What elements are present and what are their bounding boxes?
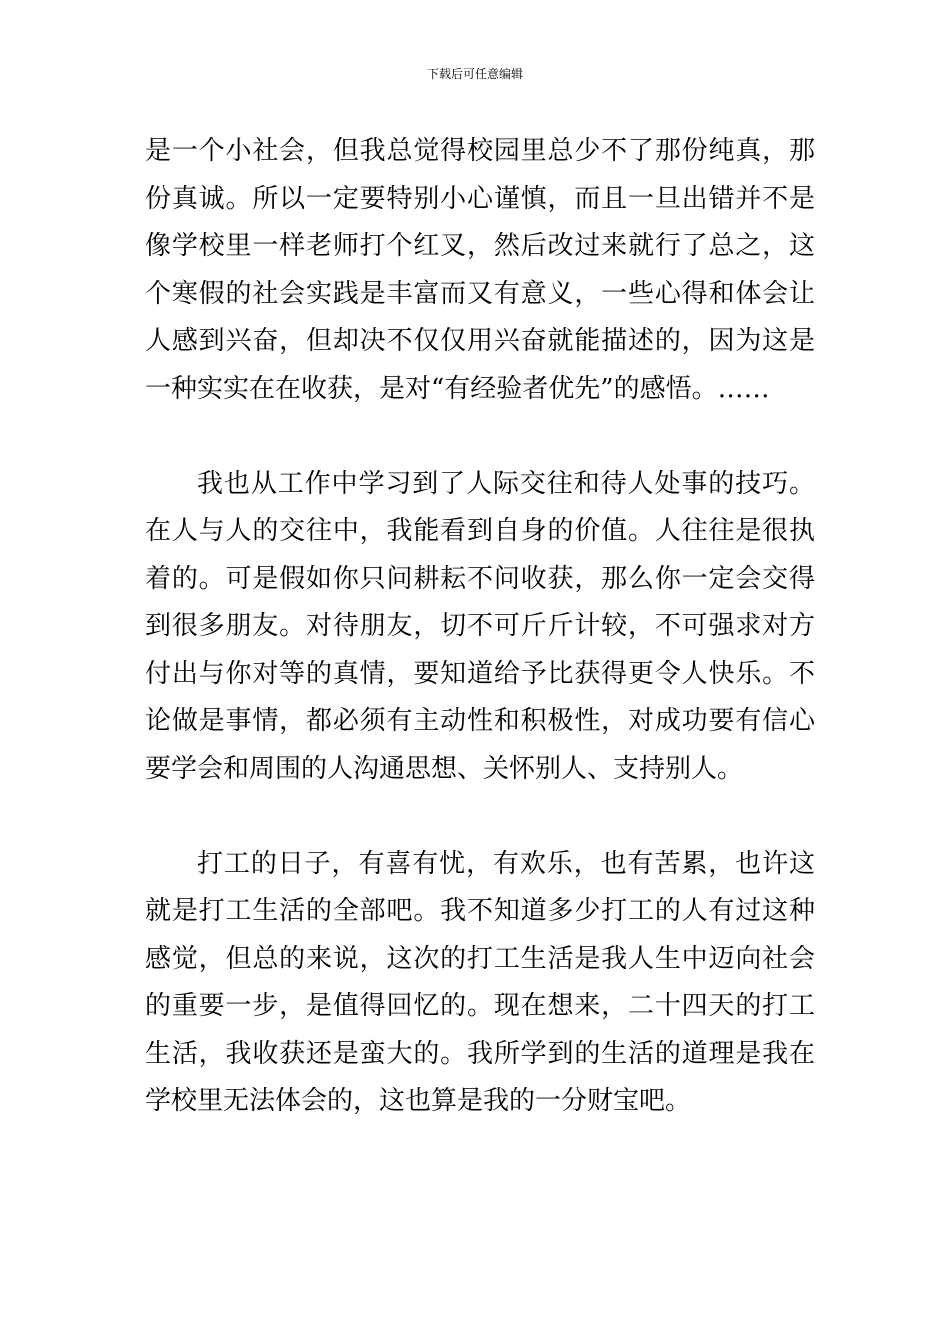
- paragraph-interpersonal-skills: 我也从工作中学习到了人际交往和待人处事的技巧。在人与人的交往中，我能看到自身的价值。人往往是很执着的。可是假如你只问耕耘不问收获，那么你一定会交得到很多朋友。对待朋友，切不可斤斤计较，不可强求对方付出与你对等的真情，要知道给予比获得更令人快乐。不论做是事情，都必须有主动性和积极性，对成功要有信心要学会和周围的人沟通思想、关怀别人、支持别人。: [145, 468, 815, 784]
- paragraph-work-reflection: 打工的日子，有喜有忧，有欢乐，也有苦累，也许这就是打工生活的全部吧。我不知道多少打工的人有过这种感觉，但总的来说，这次的打工生活是我人生中迈向社会的重要一步，是值得回忆的。现在想来，二十四天的打工生活，我收获还是蛮大的。我所学到的生活的道理是我在学校里无法体会的，这也算是我的一分财宝吧。: [145, 848, 815, 1116]
- document-body: [145, 128, 815, 1126]
- page-header: 下载后可任意编辑: [426, 67, 523, 81]
- paragraph-continuation: 是一个小社会，但我总觉得校园里总少不了那份纯真，那份真诚。所以一定要特别小心谨慎，而且一旦出错并不是像学校里一样老师打个红叉，然后改过来就行了总之，这个寒假的社会实践是丰富而又有意义，一些心得和体会让人感到兴奋，但却决不仅仅用兴奋就能描述的，因为这是一种实实在在收获，是对“有经验者优先”的感悟。……: [145, 136, 815, 404]
